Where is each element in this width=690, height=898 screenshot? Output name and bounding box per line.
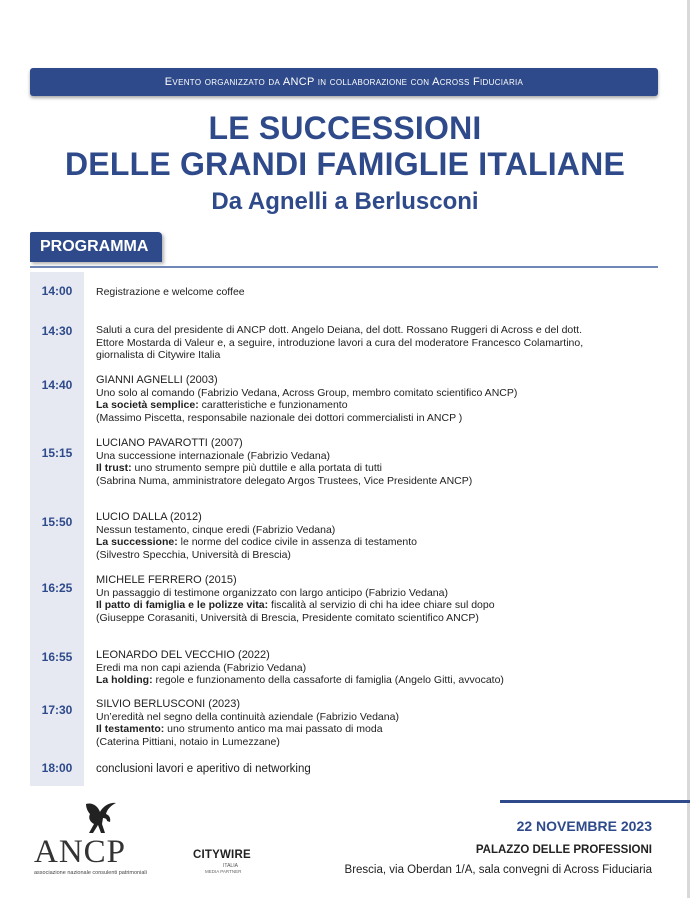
event-date: 22 NOVEMBRE 2023 (516, 818, 652, 834)
session-block (96, 437, 656, 487)
session-line: Una successione internazionale (Fabrizio Vedana) (96, 449, 331, 462)
session-year: (2015) (204, 574, 237, 586)
speaker-name: LEONARDO DEL VECCHIO (96, 649, 235, 661)
session-block (96, 574, 656, 624)
date-divider (500, 800, 690, 803)
session-line: Nessun testamento, cinque eredi (Fabrizio Vedana) (96, 523, 336, 536)
session-topic-rest: uno strumento sempre più duttile e alla portata di tutti (131, 462, 382, 474)
session-topic-rest: regole e funzionamento della cassaforte di famiglia (Angelo Gitti, avvocato) (152, 674, 504, 686)
schedule-time: 14:00 (41, 284, 73, 298)
session-speaker: (Giuseppe Corasaniti, Università di Brescia, Presidente comitato scientifico ANCP) (96, 611, 479, 624)
session-year: (2007) (210, 437, 243, 449)
citywire-wordmark: CITYWIRE (193, 849, 251, 861)
event-address: Brescia, via Oberdan 1/A, sala convegni di Across Fiduciaria (344, 864, 652, 876)
speaker-name: LUCIO DALLA (96, 511, 167, 523)
session-topic: La successione: (96, 536, 178, 548)
session-block (96, 698, 656, 748)
session-topic: La holding: (96, 674, 153, 686)
text-line: Saluti a cura del presidente di ANCP dott. Angelo Deiana, del dott. Rossano Ruggeri di Across e del dott. (96, 324, 583, 336)
title-line-1: LE SUCCESSIONI (208, 110, 482, 146)
session-year: (2003) (185, 374, 218, 386)
schedule-time: 15:50 (41, 515, 73, 529)
session-speaker: (Massimo Piscetta, responsabile nazionale dei dottori commercialisti in ANCP ) (96, 411, 463, 424)
session-topic: Il patto di famiglia e le polizze vita: (96, 599, 269, 611)
session-speaker: (Sabrina Numa, amministratore delegato Argos Trustees, Vice Presidente ANCP) (96, 474, 473, 487)
session-year: (2012) (169, 511, 202, 523)
session-year: (2023) (208, 698, 241, 710)
schedule-time: 14:40 (41, 378, 73, 392)
citywire-media-partner: MEDIA PARTNER (205, 869, 242, 874)
session-block (96, 511, 656, 561)
schedule-time: 16:55 (41, 650, 73, 664)
session-line: Uno solo al comando (Fabrizio Vedana, Across Group, membro comitato scientifico ANCP) (96, 386, 518, 399)
session-topic-rest: caratteristiche e funzionamento (198, 399, 348, 411)
session-line: Un passaggio di testimone organizzato con largo anticipo (Fabrizio Vedana) (96, 586, 448, 599)
schedule-time: 16:25 (41, 581, 73, 595)
session-topic: Il trust: (96, 462, 132, 474)
schedule-time: 17:30 (41, 703, 73, 717)
speaker-name: LUCIANO PAVAROTTI (96, 437, 208, 449)
schedule-time: 14:30 (41, 324, 73, 338)
text-line: giornalista di Citywire Italia (96, 349, 221, 361)
session-block (96, 374, 656, 424)
citywire-logo (193, 849, 263, 879)
subtitle: Da Agnelli a Berlusconi (211, 188, 479, 215)
ancp-wordmark: ANCP (34, 834, 127, 870)
ancp-tagline: associazione nazionale consulenti patrimoniali (34, 870, 147, 876)
session-topic-rest: le norme del codice civile in assenza di testamento (177, 536, 417, 548)
speaker-name: MICHELE FERRERO (96, 574, 202, 586)
ancp-logo (34, 800, 149, 880)
session-speaker: (Silvestro Specchia, Università di Brescia) (96, 548, 291, 561)
session-block (96, 649, 656, 687)
session-line: Un’eredità nel segno della continuità aziendale (Fabrizio Vedana) (96, 710, 399, 723)
citywire-italia: ITALIA (223, 863, 238, 869)
schedule-time: 15:15 (41, 446, 73, 460)
session-topic: Il testamento: (96, 723, 165, 735)
speaker-name: GIANNI AGNELLI (96, 374, 183, 386)
schedule-text: conclusioni lavori e aperitivo di networking (96, 763, 311, 775)
event-venue: PALAZZO DELLE PROFESSIONI (475, 844, 652, 856)
session-line: Eredi ma non capi azienda (Fabrizio Vedana) (96, 661, 307, 674)
pegasus-icon (80, 800, 120, 836)
programma-tab: PROGRAMMA (30, 232, 162, 262)
schedule-time: 18:00 (41, 761, 73, 775)
session-topic-rest: fiscalità al servizio di chi ha idee chiare sul dopo (268, 599, 495, 611)
schedule-text (96, 324, 656, 362)
session-year: (2022) (238, 649, 270, 661)
session-topic-rest: uno strumento antico ma mai passato di moda (164, 723, 383, 735)
schedule-text: Registrazione e welcome coffee (96, 286, 245, 298)
session-speaker: (Caterina Pittiani, notaio in Lumezzane) (96, 735, 280, 748)
programma-divider (30, 266, 658, 268)
session-topic: La società semplice: (96, 399, 199, 411)
organizer-banner: Evento organizzato da ANCP in collaborazione con Across Fiduciaria (30, 68, 658, 96)
text-line: Ettore Mostarda di Valeur e, a seguire, introduzione lavori a cura del moderatore Francesco Colamartino, (96, 336, 584, 349)
speaker-name: SILVIO BERLUSCONI (96, 698, 206, 710)
title-line-2: DELLE GRANDI FAMIGLIE ITALIANE (64, 146, 626, 182)
